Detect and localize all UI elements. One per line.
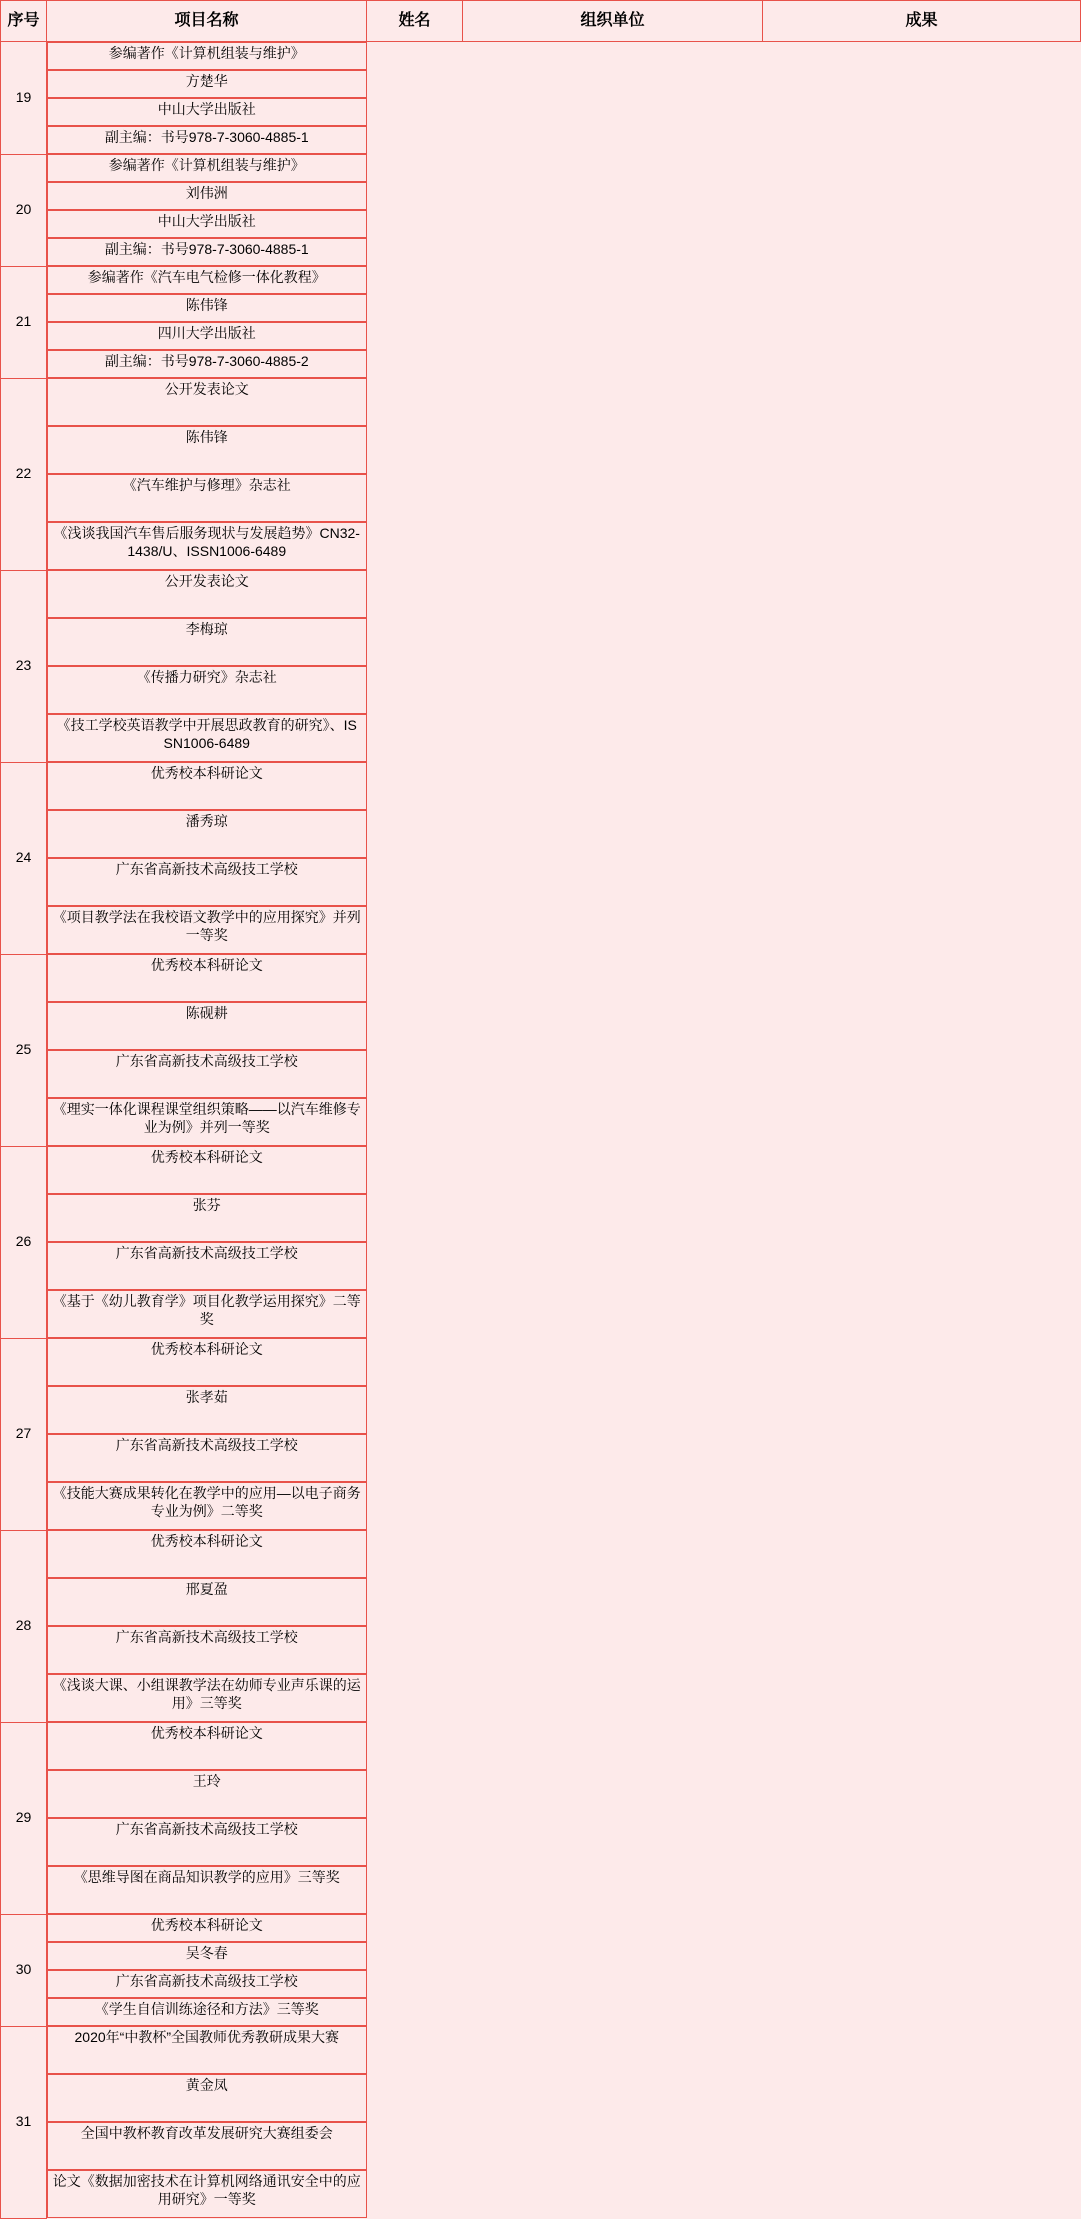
cell-sequence: 28 bbox=[1, 1530, 47, 1722]
cell-organization: 广东省高新技术高级技工学校 bbox=[47, 858, 367, 906]
cell-organization: 广东省高新技术高级技工学校 bbox=[47, 1434, 367, 1482]
column-header-person-name: 姓名 bbox=[367, 1, 463, 42]
table-header-row bbox=[1, 1, 1081, 42]
table-row bbox=[1, 266, 1081, 378]
cell-project-name: 优秀校本科研论文 bbox=[47, 1530, 367, 1578]
cell-person-name: 张芬 bbox=[47, 1194, 367, 1242]
cell-project-name: 优秀校本科研论文 bbox=[47, 1146, 367, 1194]
cell-sequence: 22 bbox=[1, 378, 47, 570]
table-row bbox=[1, 762, 1081, 954]
cell-project-name: 公开发表论文 bbox=[47, 570, 367, 618]
cell-person-name: 陈伟锋 bbox=[47, 426, 367, 474]
table-row bbox=[1, 378, 1081, 570]
cell-organization: 全国中教杯教育改革发展研究大赛组委会 bbox=[47, 2122, 367, 2170]
cell-project-name: 参编著作《汽车电气检修一体化教程》 bbox=[47, 266, 367, 294]
cell-project-name: 优秀校本科研论文 bbox=[47, 762, 367, 810]
table-row bbox=[1, 1722, 1081, 1914]
cell-result: 《理实一体化课程课堂组织策略——以汽车维修专业为例》并列一等奖 bbox=[47, 1098, 367, 1146]
cell-person-name: 吴冬春 bbox=[47, 1942, 367, 1970]
column-header-project-name: 项目名称 bbox=[47, 1, 367, 42]
cell-result: 副主编：书号978-7-3060-4885-1 bbox=[47, 126, 367, 154]
cell-result: 副主编：书号978-7-3060-4885-2 bbox=[47, 350, 367, 378]
table-row bbox=[1, 570, 1081, 762]
cell-project-name: 优秀校本科研论文 bbox=[47, 1914, 367, 1942]
cell-project-name: 优秀校本科研论文 bbox=[47, 1338, 367, 1386]
table-row bbox=[1, 154, 1081, 266]
cell-sequence: 21 bbox=[1, 266, 47, 378]
table-row bbox=[1, 954, 1081, 1146]
cell-result: 《项目教学法在我校语文教学中的应用探究》并列一等奖 bbox=[47, 906, 367, 954]
cell-sequence: 27 bbox=[1, 1338, 47, 1530]
cell-sequence: 29 bbox=[1, 1722, 47, 1914]
table-body bbox=[1, 42, 1081, 2219]
column-header-seq: 序号 bbox=[1, 1, 47, 42]
cell-project-name: 公开发表论文 bbox=[47, 378, 367, 426]
cell-result: 副主编：书号978-7-3060-4885-1 bbox=[47, 238, 367, 266]
cell-result: 《学生自信训练途径和方法》三等奖 bbox=[47, 1998, 367, 2026]
cell-project-name: 2020年“中教杯”全国教师优秀教研成果大赛 bbox=[47, 2026, 367, 2074]
cell-project-name: 优秀校本科研论文 bbox=[47, 954, 367, 1002]
cell-result: 论文《数据加密技术在计算机网络通讯安全中的应用研究》一等奖 bbox=[47, 2170, 367, 2218]
cell-project-name: 参编著作《计算机组装与维护》 bbox=[47, 154, 367, 182]
cell-sequence: 23 bbox=[1, 570, 47, 762]
cell-organization: 广东省高新技术高级技工学校 bbox=[47, 1818, 367, 1866]
cell-result: 《浅谈大课、小组课教学法在幼师专业声乐课的运用》三等奖 bbox=[47, 1674, 367, 1722]
cell-result: 《思维导图在商品知识教学的应用》三等奖 bbox=[47, 1866, 367, 1914]
table-row bbox=[1, 1146, 1081, 1338]
cell-result: 《基于《幼儿教育学》项目化教学运用探究》二等奖 bbox=[47, 1290, 367, 1338]
cell-sequence: 26 bbox=[1, 1146, 47, 1338]
table-row bbox=[1, 2026, 1081, 2218]
cell-organization: 广东省高新技术高级技工学校 bbox=[47, 1050, 367, 1098]
table-row bbox=[1, 1530, 1081, 1722]
cell-result: 《技工学校英语教学中开展思政教育的研究》、ISSN1006-6489 bbox=[47, 714, 367, 762]
cell-person-name: 陈伟锋 bbox=[47, 294, 367, 322]
cell-sequence: 30 bbox=[1, 1914, 47, 2026]
cell-organization: 《传播力研究》杂志社 bbox=[47, 666, 367, 714]
column-header-organization: 组织单位 bbox=[463, 1, 763, 42]
cell-person-name: 王玲 bbox=[47, 1770, 367, 1818]
cell-project-name: 优秀校本科研论文 bbox=[47, 1722, 367, 1770]
cell-organization: 《汽车维护与修理》杂志社 bbox=[47, 474, 367, 522]
column-header-result: 成果 bbox=[763, 1, 1081, 42]
table-row bbox=[1, 42, 1081, 155]
table-row bbox=[1, 1914, 1081, 2026]
table-row bbox=[1, 1338, 1081, 1530]
cell-organization: 四川大学出版社 bbox=[47, 322, 367, 350]
cell-sequence: 25 bbox=[1, 954, 47, 1146]
cell-organization: 中山大学出版社 bbox=[47, 210, 367, 238]
cell-organization: 广东省高新技术高级技工学校 bbox=[47, 1242, 367, 1290]
cell-sequence: 20 bbox=[1, 154, 47, 266]
cell-organization: 广东省高新技术高级技工学校 bbox=[47, 1970, 367, 1998]
cell-organization: 广东省高新技术高级技工学校 bbox=[47, 1626, 367, 1674]
cell-person-name: 邢夏盈 bbox=[47, 1578, 367, 1626]
cell-person-name: 张孝茹 bbox=[47, 1386, 367, 1434]
cell-result: 《浅谈我国汽车售后服务现状与发展趋势》CN32-1438/U、ISSN1006-6489 bbox=[47, 522, 367, 570]
cell-person-name: 刘伟洲 bbox=[47, 182, 367, 210]
cell-person-name: 黄金凤 bbox=[47, 2074, 367, 2122]
table-header bbox=[1, 1, 1081, 42]
cell-sequence: 31 bbox=[1, 2026, 47, 2218]
cell-person-name: 潘秀琼 bbox=[47, 810, 367, 858]
cell-person-name: 陈砚耕 bbox=[47, 1002, 367, 1050]
cell-person-name: 李梅琼 bbox=[47, 618, 367, 666]
cell-person-name: 方楚华 bbox=[47, 70, 367, 98]
cell-organization: 中山大学出版社 bbox=[47, 98, 367, 126]
cell-sequence: 24 bbox=[1, 762, 47, 954]
cell-result: 《技能大赛成果转化在教学中的应用—以电子商务专业为例》二等奖 bbox=[47, 1482, 367, 1530]
cell-project-name: 参编著作《计算机组装与维护》 bbox=[47, 42, 367, 70]
cell-sequence: 19 bbox=[1, 42, 47, 155]
